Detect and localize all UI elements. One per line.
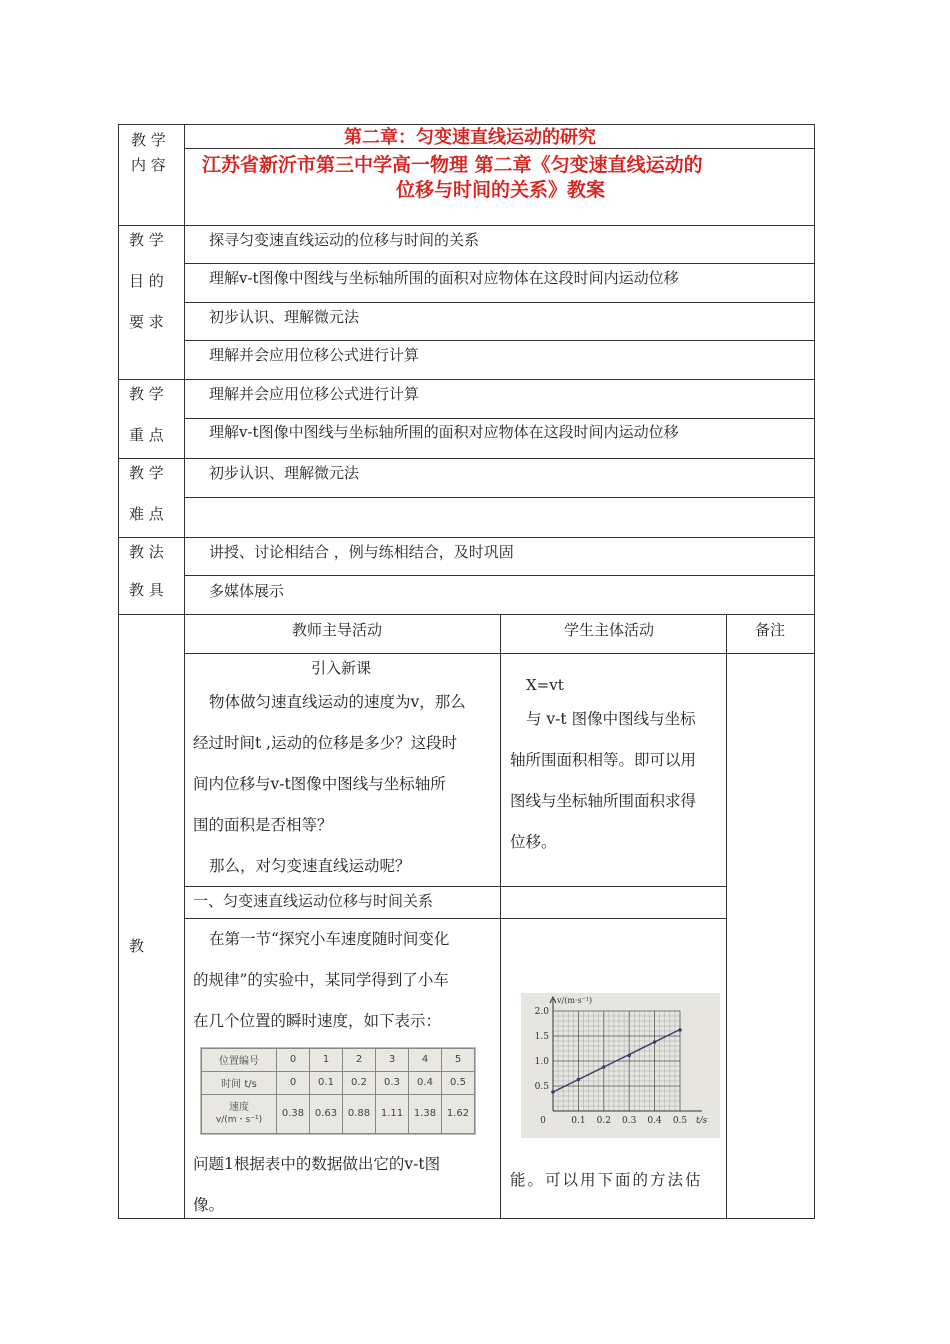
- table-cell: 1: [310, 1049, 343, 1072]
- intro-line: 那么，对匀变速直线运动呢？: [209, 857, 411, 875]
- methods-label-1: 教 法: [129, 543, 164, 561]
- objectives-label-1: 教 学: [129, 231, 164, 249]
- data-point: [627, 1054, 631, 1058]
- section1-heading: 一、匀变速直线运动位移与时间关系: [193, 892, 434, 910]
- note-header: 备注: [755, 621, 786, 639]
- table-cell: 0.3: [376, 1071, 409, 1094]
- objective-item: 理解v-t图像中图线与坐标轴所围的面积对应物体在这段时间内运动位移: [209, 269, 679, 287]
- difficulties-label-1: 教 学: [129, 464, 164, 482]
- x-axis-label: t/s: [696, 1116, 708, 1126]
- x-tick-label: 0.3: [622, 1116, 637, 1126]
- header-label-2: 内 容: [131, 156, 166, 174]
- x-tick-label: 0.1: [571, 1116, 586, 1126]
- intro-line: 间内位移与v-t图像中图线与坐标轴所: [193, 775, 446, 793]
- table-row-label: 时间 t/s: [202, 1071, 277, 1094]
- table-cell: 1.62: [442, 1094, 475, 1133]
- key-points-label-2: 重 点: [129, 426, 164, 444]
- data-point: [678, 1028, 682, 1032]
- table-cell: 1.38: [409, 1094, 442, 1133]
- table-cell: 4: [409, 1049, 442, 1072]
- table-row-label: [202, 1094, 277, 1133]
- key-point-item: 理解v-t图像中图线与坐标轴所围的面积对应物体在这段时间内运动位移: [209, 423, 679, 441]
- vt-chart-svg: [521, 993, 720, 1138]
- table-cell: 1.11: [376, 1094, 409, 1133]
- speed-unit: v/(m・s⁻¹): [215, 1114, 263, 1125]
- objective-item: 初步认识、理解微元法: [209, 308, 360, 326]
- x-tick-label: 0.2: [596, 1116, 611, 1126]
- document-title-line2: 位移与时间的关系》教案: [396, 179, 606, 201]
- y-axis-label: v/(m·s⁻¹): [557, 996, 593, 1005]
- data-point: [653, 1040, 657, 1044]
- speed-label: 速度: [229, 1101, 249, 1113]
- student-line: 位移。: [510, 833, 557, 851]
- y-tick-label: 1.0: [534, 1057, 549, 1067]
- data-table-image: [200, 1047, 476, 1135]
- student-line: 图线与坐标轴所围面积求得: [510, 792, 697, 810]
- x-tick-label: 0: [540, 1116, 546, 1126]
- question-line: 像。: [193, 1196, 225, 1214]
- intro-heading: 引入新课: [311, 659, 372, 677]
- intro-line: 物体做匀速直线运动的速度为v，那么: [209, 693, 466, 711]
- method-item: 多媒体展示: [209, 582, 285, 600]
- chapter-title: 第二章：匀变速直线运动的研究: [344, 127, 596, 148]
- data-point: [577, 1078, 581, 1082]
- table-cell: 0.2: [343, 1071, 376, 1094]
- intro-line: 围的面积是否相等？: [193, 816, 333, 834]
- intro-line: 经过时间t ,运动的位移是多少？这段时: [193, 734, 458, 752]
- table-cell: 0.1: [310, 1071, 343, 1094]
- table-cell: 0.38: [277, 1094, 310, 1133]
- difficulties-label-2: 难 点: [129, 505, 164, 523]
- key-point-item: 理解并会应用位移公式进行计算: [209, 385, 420, 403]
- header-label-1: 教 学: [131, 131, 166, 149]
- objectives-label-2: 目 的: [129, 272, 164, 290]
- teacher-activity-header: 教师主导活动: [292, 621, 383, 639]
- table-cell: 0.4: [409, 1071, 442, 1094]
- student-line: 与 v-t 图像中图线与坐标: [526, 710, 696, 728]
- x-tick-label: 0.4: [647, 1116, 662, 1126]
- y-tick-label: 2.0: [534, 1007, 549, 1017]
- section1-line: 在几个位置的瞬时速度，如下表示：: [193, 1012, 442, 1030]
- objective-item: 探寻匀变速直线运动的位移与时间的关系: [209, 231, 480, 249]
- side-label: 教: [129, 937, 145, 955]
- section1-line: 在第一节“探究小车速度随时间变化: [209, 930, 450, 948]
- table-cell: 3: [376, 1049, 409, 1072]
- student-formula: X=vt: [526, 676, 564, 694]
- data-point: [551, 1090, 555, 1094]
- table-cell: 2: [343, 1049, 376, 1072]
- data-point: [602, 1065, 606, 1069]
- x-tick-label: 0.5: [672, 1116, 688, 1126]
- student-activity-header: 学生主体活动: [564, 621, 655, 639]
- vt-chart: [521, 993, 720, 1138]
- y-tick-label: 1.5: [534, 1032, 549, 1042]
- objectives-label-3: 要 求: [129, 313, 164, 331]
- difficulty-item: 初步认识、理解微元法: [209, 464, 360, 482]
- section1-line: 的规律”的实验中，某同学得到了小车: [193, 971, 449, 989]
- key-points-label-1: 教 学: [129, 385, 164, 403]
- table-cell: 0.63: [310, 1094, 343, 1133]
- student-line: 能。可以用下面的方法估: [510, 1171, 703, 1189]
- table-cell: 5: [442, 1049, 475, 1072]
- student-line: 轴所围面积相等。即可以用: [510, 751, 697, 769]
- document-title-line1: 江苏省新沂市第三中学高一物理 第二章《匀变速直线运动的: [202, 154, 703, 176]
- y-tick-label: 0.5: [534, 1082, 549, 1092]
- table-cell: 0: [277, 1071, 310, 1094]
- objective-item: 理解并会应用位移公式进行计算: [209, 346, 420, 364]
- question-line: 问题1根据表中的数据做出它的v-t图: [193, 1155, 441, 1173]
- table-row-label: 位置编号: [202, 1049, 277, 1072]
- table-cell: 0.88: [343, 1094, 376, 1133]
- methods-label-2: 教 具: [129, 581, 164, 599]
- table-cell: 0.5: [442, 1071, 475, 1094]
- table-cell: 0: [277, 1049, 310, 1072]
- method-item: 讲授、讨论相结合 ，例与练相结合，及时巩固: [209, 543, 514, 561]
